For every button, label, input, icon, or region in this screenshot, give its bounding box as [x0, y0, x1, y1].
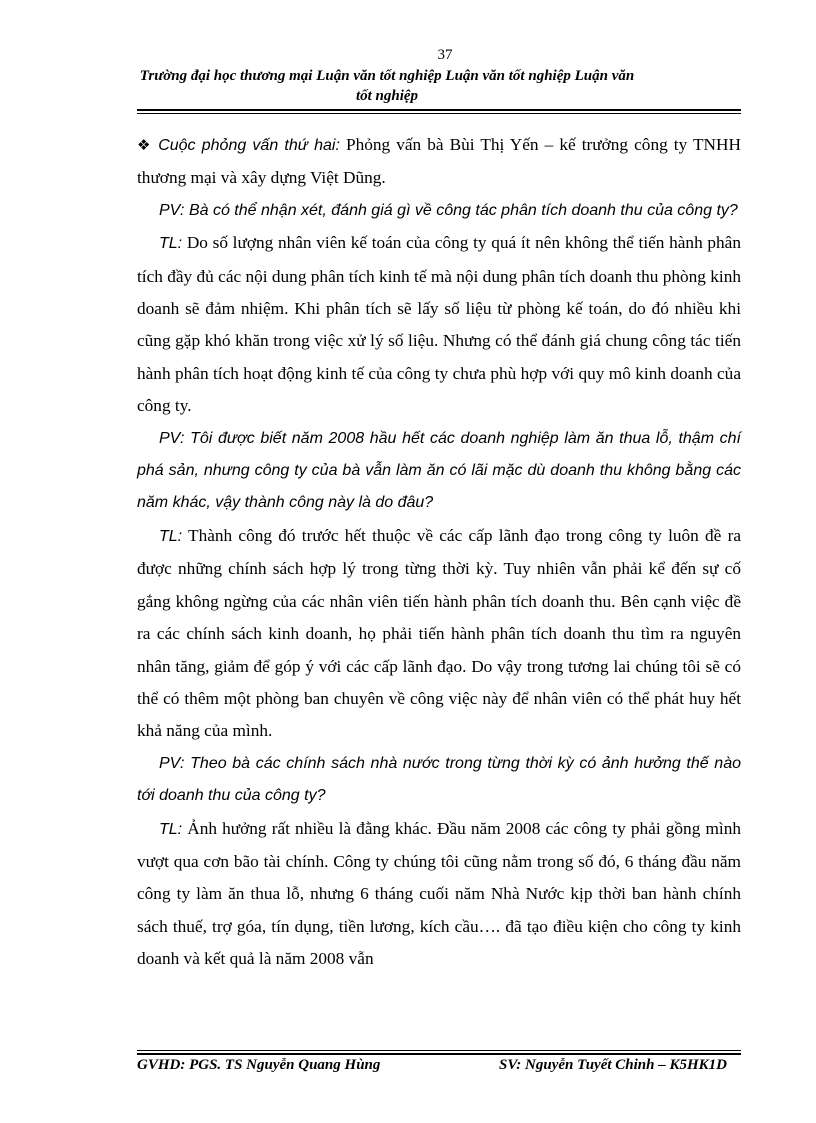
header-rule-thin [137, 113, 741, 114]
footer-advisor: GVHD: PGS. TS Nguyễn Quang Hùng [137, 1057, 381, 1073]
intro-text: Phỏng vấn bà Bùi Thị Yến – kế trưởng công ty TNHH thương mại và xây dựng Việt Dũng. [137, 135, 741, 188]
answer-label: TL: [159, 235, 183, 253]
answer-paragraph [137, 227, 741, 422]
footer-rule-thin [137, 1050, 741, 1051]
page-footer [137, 1057, 741, 1077]
footer-rule-thick [137, 1053, 741, 1055]
four-diamond-bullet-icon: ❖ [137, 136, 153, 154]
answer-text: Do số lượng nhân viên kế toán của công ty quá ít nên không thể tiến hành phân tích đầy đủ các nội dung phân tích kinh tế mà nội dung phân tích doanh thu phòng kinh doanh sẽ đảm nhiệm. Khi phân tích sẽ lấy số liệu từ phòng kế toán, do đó nhiều khi cũng gặp khó khăn trong việc xử lý số liệu. Nhưng có thể đánh giá chung công tác tiến hành phân tích hoạt động kinh tế của công ty chưa phù hợp với quy mô kinh doanh của công ty. [137, 233, 741, 416]
intro-paragraph [137, 129, 741, 195]
answer-label: TL: [159, 820, 183, 838]
question-paragraph: PV: Bà có thể nhận xét, đánh giá gì về công tác phân tích doanh thu của công ty? [159, 201, 738, 219]
answer-paragraph [137, 520, 741, 748]
question-paragraph: PV: Theo bà các chính sách nhà nước trong từng thời kỳ có ảnh hưởng thế nào tới doanh thu của công ty? [137, 754, 741, 805]
footer-student: SV: Nguyễn Tuyết Chinh – K5HK1D [499, 1057, 727, 1073]
answer-text: Ảnh hưởng rất nhiều là đằng khác. Đầu năm 2008 các công ty phải gồng mình vượt qua cơn bão tài chính. Công ty chúng tôi cũng nằm trong số đó, 6 tháng đầu năm công ty làm ăn thua lỗ, nhưng 6 tháng cuối năm Nhà Nước kịp thời ban hành chính sách thuế, trợ góa, tín dụng, tiền lương, kích cầu…. đã tạo điều kiện cho công ty kinh doanh và kết quả là năm 2008 vẫn [137, 818, 741, 969]
answer-paragraph [137, 813, 741, 976]
document-body [137, 129, 741, 976]
page-number: 37 [437, 47, 453, 63]
running-header: Trường đại học thương mại Luận văn tốt nghiệp Luận văn tốt nghiệp Luận văn tốt nghiệp [139, 68, 635, 104]
header-rule-thick [137, 109, 741, 111]
intro-label: Cuộc phỏng vấn thứ hai: [158, 137, 340, 154]
question-paragraph: PV: Tôi được biết năm 2008 hầu hết các doanh nghiệp làm ăn thua lỗ, thậm chí phá sản, nhưng công ty của bà vẫn làm ăn có lãi mặc dù doanh thu không bằng các năm khác, vậy thành công này là do đâu? [137, 429, 741, 512]
answer-label: TL: [159, 527, 183, 545]
answer-text: Thành công đó trước hết thuộc về các cấp lãnh đạo trong công ty luôn đề ra được những chính sách hợp lý trong từng thời kỳ. Tuy nhiên vẫn phải kể đến sự cố gắng không ngừng của các nhân viên tiến hành phân tích doanh thu. Bên cạnh việc đề ra các chính sách kinh doanh, họ phải tiến hành phân tích doanh thu tìm ra nguyên nhân tăng, giảm để góp ý với các cấp lãnh đạo. Do vậy trong tương lai chúng tôi sẽ có thể có thêm một phòng ban chuyên về công việc này để nhân viên có thể phát huy hết khả năng của mình. [137, 525, 741, 741]
